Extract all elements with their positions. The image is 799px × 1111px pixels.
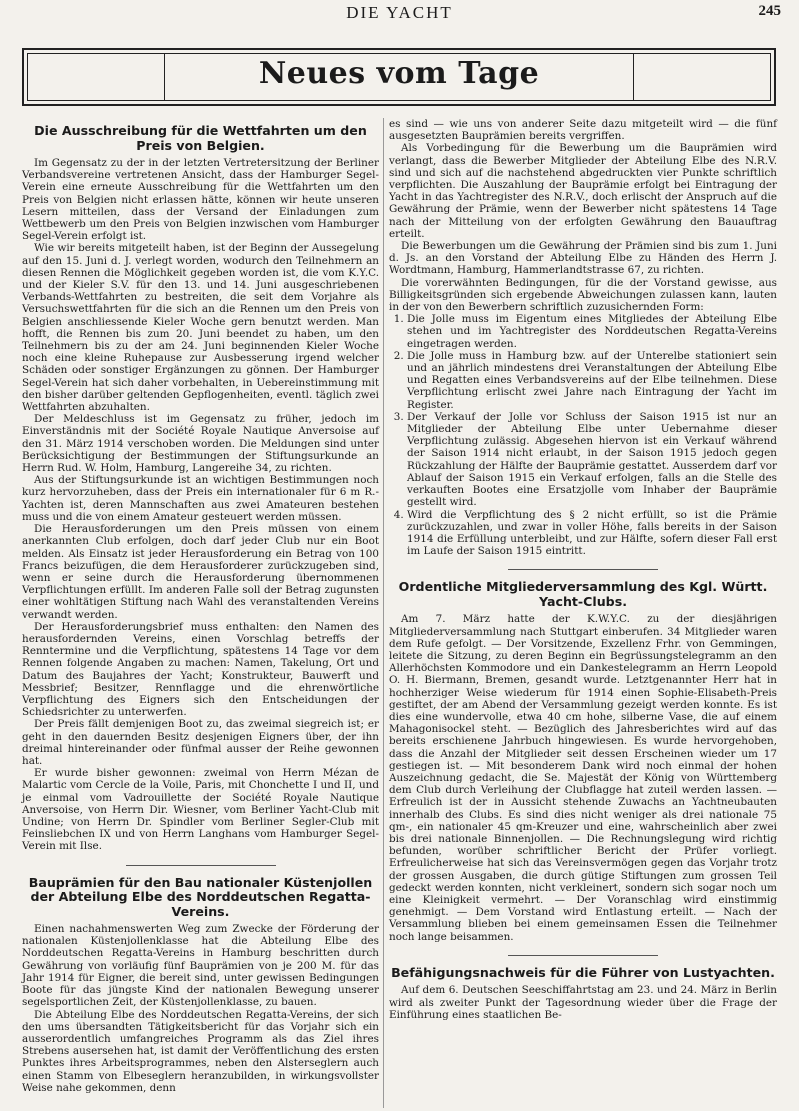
column-divider (383, 118, 384, 1108)
paragraph: Die Abteilung Elbe des Norddeutschen Regatta-Vereins, der sich den ums übersandten Tätigkeitsbericht für das Vorjahr sich ein ausserordentlich umfangreiches Programm als das Ziel ihres Strebens ausersehen hat, ist damit der Veröffentlichung des ersten Punktes ihres Arbeitsprogrammes, neben den Alsterseglern auch einen Stamm von Elbeseglern heranzubilden, in wirkungsvollster Weise nahe gekommen, denn (22, 1008, 379, 1094)
banner-title: Neues vom Tage (258, 56, 540, 91)
left-column (22, 118, 379, 1094)
article-body (389, 984, 777, 1021)
paragraph: Aus der Stiftungsurkunde ist an wichtigen Bestimmungen noch kurz hervorzuheben, dass der Preis ein internationaler für 6 m R.-Yachten ist, deren Mannschaften aus zwei Amateuren bestehen muss und die von einem Amateur gesteuert werden müssen. (22, 474, 379, 523)
list-item: 3. Der Verkauf der Jolle vor Schluss der Saison 1915 ist nur an Mitglieder der Abteilung Elbe unter Uebernahme dieser Verpflichtung zulässig. Abgesehen hiervon ist ein Verkauf während der Saison 1914 nicht erlaubt, in der Saison 1915 jedoch gegen Rückzahlung der Hälfte der Bauprämie gestattet. Ausserdem darf vor Ablauf der Saison 1915 ein Verkauf erfolgen, falls an die Stelle des verkauften Bootes eine Ersatzjolle vom Inhaber der Bauprämie gestellt wird. (407, 411, 777, 509)
paragraph: Der Herausforderungsbrief muss enthalten: den Namen des herausfordernden Vereins, einen Vorschlag betreffs der Renntermine und die Verpflichtung, spätestens 14 Tage vor dem Rennen folgende Angaben zu machen: Namen, Takelung, Ort und Datum des Baujahres der Yacht; Konstrukteur, Bauwerft und Messbrief; Besitzer, Rennflagge und die ehrenwörtliche Verpflichtung des Eigners sich den Entscheidungen der Schiedsrichter zu unterwerfen. (22, 620, 379, 719)
paragraph: Der Preis fällt demjenigen Boot zu, das zweimal siegreich ist; er geht in den dauernden Besitz desjenigen Eigners über, der ihn dreimal hintereinander oder fünfmal ausser der Reihe gewonnen hat. (22, 718, 379, 767)
paragraph: Auf dem 6. Deutschen Seeschiffahrtstag am 23. und 24. März in Berlin wird als zweiter Punkt der Tagesordnung wieder über die Frage der Einführung eines staatlichen Be- (389, 984, 777, 1021)
article-body (22, 923, 379, 1094)
list-item: 4. Wird die Verpflichtung des § 2 nicht erfüllt, so ist die Prämie zurückzuzahlen, und zwar in voller Höhe, falls bereits in der Saison 1914 die Erfüllung unterbleibt, und zur Hälfte, sofern dieser Fall erst im Laufe der Saison 1915 eintritt. (407, 509, 777, 558)
article-body (389, 613, 777, 942)
paragraph: Die vorerwähnten Bedingungen, für die der Vorstand gewisse, aus Billigkeitsgründen sich ergebende Abweichungen zulassen kann, lauten in der von den Bewerbern schriftlich zuzusichernden Form: (389, 276, 777, 314)
paragraph: Die Bewerbungen um die Gewährung der Prämien sind bis zum 1. Juni d. Js. an den Vorstand der Abteilung Elbe zu Händen des Herrn J. Wordtmann, Hamburg, Hammerlandtstrasse 67, zu richten. (389, 240, 777, 277)
list-item: 2. Die Jolle muss in Hamburg bzw. auf der Unterelbe stationiert sein und an jährlich mindestens drei Veranstaltungen der Abteilung Elbe und Regatten eines Verbandsvereins auf der Elbe teilnehmen. Diese Verpflichtung erlischt zwei Jahre nach Eintragung der Yacht im Register. (407, 350, 777, 411)
article-separator (508, 955, 658, 956)
conditions-list (389, 313, 777, 557)
list-item: 1. Die Jolle muss im Eigentum eines Mitgliedes der Abteilung Elbe stehen und im Yachtregister des Norddeutschen Regatta-Vereins eingetragen werden. (407, 313, 777, 350)
article-title: Ordentliche Mitgliederversammlung des Kgl. Württ. Yacht-Clubs. (398, 579, 768, 609)
section-banner (22, 48, 776, 106)
paragraph: Im Gegensatz zu der in der letzten Vertretersitzung der Berliner Verbandsvereine vertretenen Ansicht, dass der Hamburger Segel-Verein eine erneute Ausschreibung für die Wettfahrten um den Preis von Belgien nicht erlassen hätte, können wir heute unseren Lesern mitteilen, dass der Versand der Einladungen zum Wettbewerb um den Preis von Belgien inzwischen vom Hamburger Segel-Verein erfolgt ist. (22, 157, 379, 243)
article-title: Befähigungsnachweis für die Führer von Lustyachten. (391, 964, 775, 980)
article-body (22, 157, 379, 853)
paragraph: Am 7. März hatte der K.W.Y.C. zu der diesjährigen Mitgliederversammlung nach Stuttgart einberufen. 34 Mitglieder waren dem Rufe gefolgt. — Der Vorsitzende, Exzellenz Frhr. von Gemmingen, leitete die Sitzung, zu deren Beginn ein Begrüssungstelegramm an den Allerhöchsten Kommodore und ein Dankestelegramm an Herrn Leopold O. H. Biermann, Bremen, gesandt wurde. Letztgenannter Herr hat in hochherziger Weise wiederum für 1914 einen Sophie-Elisabeth-Preis gestiftet, der am Abend der Versammlung gezeigt werden konnte. Es ist dies eine wundervolle, etwa 40 cm hohe, silberne Vase, die auf einem Mahagonisockel steht. — Bezüglich des Jahresberichtes wird auf das bereits erschienene Jahrbuch hingewiesen. Es wurde hervorgehoben, dass die Anzahl der Mitglieder seit dessen Erscheinen wieder um 17 gestiegen ist. — Mit besonderem Dank wird noch einmal der hohen Auszeichnung gedacht, die Se. Majestät der König von Württemberg dem Club durch Verleihung der Clubflagge hat zuteil werden lassen. — Erfreulich ist der in Aussicht stehende Zuwachs an Yachtneubauten innerhalb des Clubs. Es sind dies nicht weniger als drei nationale 75 qm-, ein nationaler 45 qm-Kreuzer und eine, wahrscheinlich aber zwei bis drei nationale Binnenjollen. — Die Rechnungslegung wird richtig befunden, worüber schriftlicher Bericht der Prüfer vorliegt. Erfreulicherweise hat sich das Vereinsvermögen gegen das Vorjahr trotz der grossen Ausgaben, die durch gütige Stiftungen zum grossen Teil gedeckt werden konnten, nicht verkleinert, sondern sich sogar noch um eine Kleinigkeit vermehrt. — Der Voranschlag wird einstimmig genehmigt. — Dem Vorstand wird Entlastung erteilt. — Nach der Versammlung blieben bei einem gemeinsamen Essen die Teilnehmer noch lange beisammen. (389, 613, 777, 943)
paragraph: Er wurde bisher gewonnen: zweimal von Herrn Mézan de Malartic vom Cercle de la Voile, Paris, mit Chonchette I und II, und je einmal vom Vadrouillette der Société Royale Nautique Anversoise, von Herrn Dir. Wiesner, vom Berliner Yacht-Club mit Undine; von Herrn Dr. Spindler vom Berliner Segler-Club mit Feinsliebchen IX und von Herrn Langhans vom Hamburger Segel-Verein mit Ilse. (22, 767, 379, 853)
article-title: Die Ausschreibung für die Wettfahrten um den Preis von Belgien. (34, 123, 367, 153)
paragraph: Als Vorbedingung für die Bewerbung um die Bauprämien wird verlangt, dass die Bewerber Mitglieder der Abteilung Elbe des N.R.V. sind und sich auf die nachstehend abgedruckten vier Punkte schriftlich verpflichten. Die Auszahlung der Bauprämie erfolgt bei Eintragung der Yacht in das Yachtregister des N.R.V., doch erlischt der Anspruch auf die Gewährung der Prämie, wenn der Bewerber nicht spätestens 14 Tage nach der Mitteilung von der erfolgten Gewährung den Bauauftrag erteilt. (389, 142, 777, 240)
article-body (389, 118, 777, 557)
paragraph: Der Meldeschluss ist im Gegensatz zu früher, jedoch im Einverständnis mit der Société Royale Nautique Anversoise auf den 31. März 1914 verschoben worden. Die Meldungen sind unter Berücksichtigung der Bestimmungen der Stiftungsurkunde an Herrn Rud. W. Holm, Hamburg, Langereihe 34, zu richten. (22, 413, 379, 475)
right-column (389, 118, 777, 1021)
running-header: DIE YACHT (346, 3, 453, 22)
page-number: 245 (758, 3, 781, 19)
paragraph: Die Herausforderungen um den Preis müssen von einem anerkannten Club erfolgen, doch darf jeder Club nur ein Boot melden. Als Einsatz ist jeder Herausforderung ein Betrag von 100 Francs beizufügen, die dem Herausforderer zurückzugeben sind, wenn er seine durch die Herausforderung übernommenen Verpflichtungen erfüllt. Im anderen Falle soll der Betrag zugunsten einer wohltätigen Stiftung nach Wahl des veranstaltenden Vereins verwandt werden. (22, 523, 379, 621)
article-title: Bauprämien für den Bau nationaler Küstenjollen der Abteilung Elbe des Norddeutschen Regatta-Vereins. (28, 874, 373, 919)
article-separator (508, 569, 658, 570)
paragraph: Einen nachahmenswerten Weg zum Zwecke der Förderung der nationalen Küstenjollenklasse hat die Abteilung Elbe des Norddeutschen Regatta-Vereins in Hamburg beschritten durch Gewährung von vorläufig fünf Bauprämien von je 200 M. für das Jahr 1914 für Eigner, die bereit sind, unter gewissen Bedingungen Boote für das jüngste Kind der nationalen Bewegung unserer segelsportlichen Zeit, der Küstenjollenklasse, zu bauen. (22, 923, 379, 1009)
paragraph: es sind — wie uns von anderer Seite dazu mitgeteilt wird — die fünf ausgesetzten Bauprämien bereits vergriffen. (389, 118, 777, 143)
paragraph: Wie wir bereits mitgeteilt haben, ist der Beginn der Aussegelung auf den 15. Juni d. J. verlegt worden, wodurch den Teilnehmern an diesen Rennen die Möglichkeit gegeben worden ist, die vom K.Y.C. und der Kieler S.V. für den 13. und 14. Juni ausgeschriebenen Verbands-Wettfahrten zu bestreiten, die seit dem Vorjahre als Versuchswettfahrten für die sich an die Rennen um den Preis von Belgien anschliessende Kieler Woche gern benutzt werden. Man hofft, die Rennen bis zum 20. Juni beendet zu haben, um den Teilnehmern bis zu der am 24. Juni beginnenden Kieler Woche noch eine kleine Ruhepause zur Ausbesserung irgend welcher Schäden oder sonstiger Ergänzungen zu gönnen. Der Hamburger Segel-Verein hat sich daher vorbehalten, in Uebereinstimmung mit den bisher darüber geltenden Gepflogenheiten, eventl. täglich zwei Wettfahrten abzuhalten. (22, 242, 379, 414)
article-separator (126, 865, 276, 866)
